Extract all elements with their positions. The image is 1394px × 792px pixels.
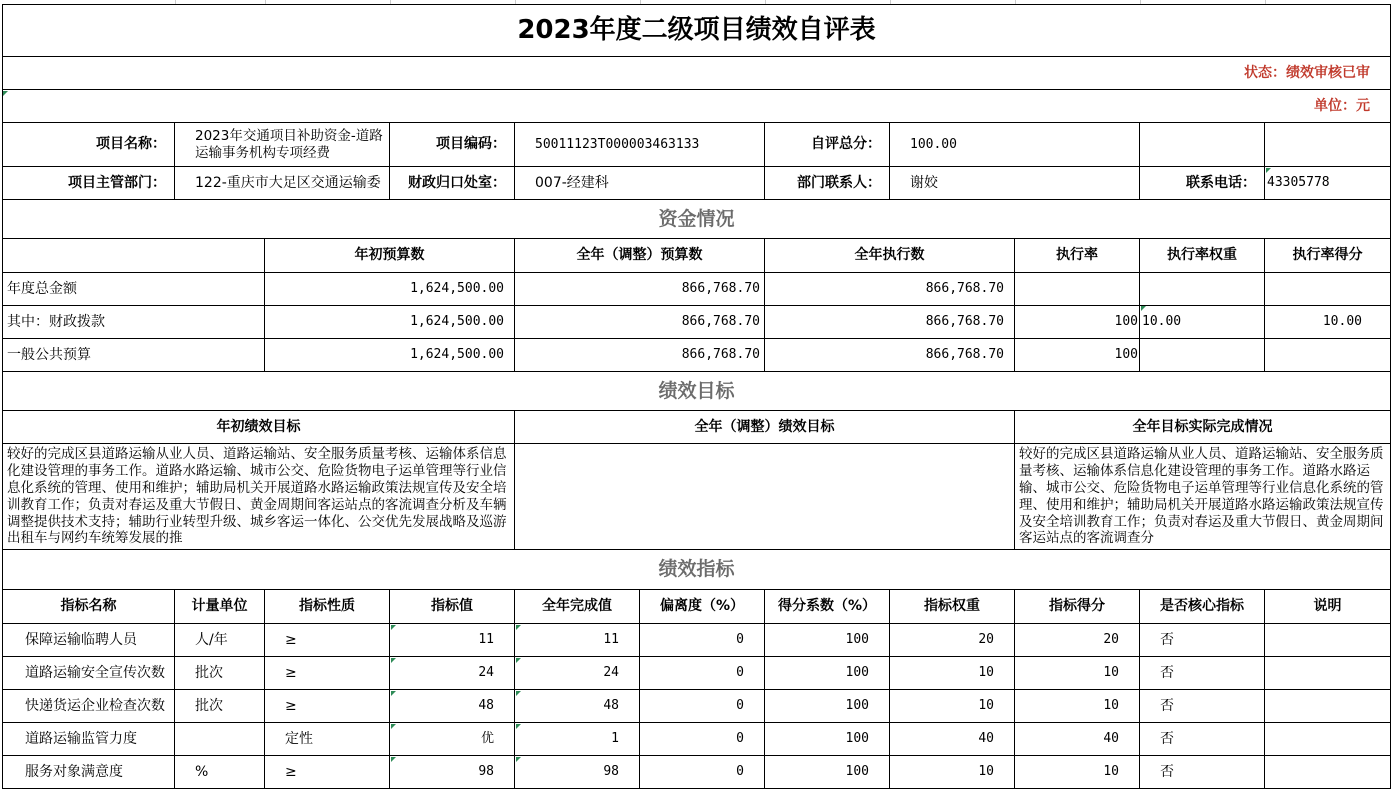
funds-row-score[interactable] <box>1265 339 1391 372</box>
goals-header-initial: 年初绩效目标 <box>2 411 515 444</box>
indicator-score-cell[interactable]: 10 <box>1015 657 1140 690</box>
indicator-target-cell[interactable]: 优 <box>390 723 515 756</box>
finance-label: 财政归口处室： <box>390 167 515 200</box>
indicator-weight-cell[interactable]: 10 <box>890 657 1015 690</box>
indicator-weight-cell[interactable]: 20 <box>890 624 1015 657</box>
ind-header-coef: 得分系数（%） <box>765 590 890 624</box>
funds-row-initial[interactable]: 1,624,500.00 <box>265 339 515 372</box>
funds-row-name[interactable]: 一般公共预算 <box>2 339 265 372</box>
indicator-unit-cell[interactable]: 批次 <box>175 657 265 690</box>
cell-comment-marker <box>391 691 396 696</box>
indicator-core-cell[interactable]: 否 <box>1140 657 1265 690</box>
funds-row-initial[interactable]: 1,624,500.00 <box>265 306 515 339</box>
empty-cell[interactable] <box>1265 123 1391 167</box>
goals-actual-text[interactable]: 较好的完成区县道路运输从业人员、道路运输站、安全服务质量考核、运输体系信息化建设管理的事务工作。道路水路运输、城市公交、危险货物电子运单管理等行业信息化系统的管理、使用和维护；辅助局机关开展道路水路运输政策法规宣传及安全培训教育工作；负责对春运及重大节假日、黄金周期间客运站点的客流调查分 <box>1015 444 1391 550</box>
indicator-nature-cell[interactable]: 定性 <box>265 723 390 756</box>
indicator-coef-cell[interactable]: 100 <box>765 723 890 756</box>
indicator-unit-cell[interactable]: 批次 <box>175 690 265 723</box>
indicator-nature-cell[interactable]: ≥ <box>265 657 390 690</box>
indicator-nature-cell[interactable]: ≥ <box>265 624 390 657</box>
cell-comment-marker <box>391 724 396 729</box>
funds-row-rate[interactable]: 100 <box>1015 339 1140 372</box>
funds-row-name[interactable]: 年度总金额 <box>2 273 265 306</box>
funds-header-executed: 全年执行数 <box>765 239 1015 273</box>
indicator-note-cell[interactable] <box>1265 723 1391 756</box>
indicator-weight-cell[interactable]: 10 <box>890 690 1015 723</box>
indicator-score-cell[interactable]: 10 <box>1015 690 1140 723</box>
cell-comment-marker <box>391 658 396 663</box>
indicators-section-title: 绩效指标 <box>2 550 1391 590</box>
funds-row-executed[interactable]: 866,768.70 <box>765 306 1015 339</box>
ind-header-deviation: 偏离度（%） <box>640 590 765 624</box>
indicator-weight-cell[interactable]: 10 <box>890 756 1015 789</box>
indicator-note-cell[interactable] <box>1265 756 1391 789</box>
goals-header-actual: 全年目标实际完成情况 <box>1015 411 1391 444</box>
ind-header-weight: 指标权重 <box>890 590 1015 624</box>
goals-adjusted-text[interactable] <box>515 444 1015 550</box>
indicator-name-cell[interactable]: 快递货运企业检查次数 <box>2 690 175 723</box>
indicator-coef-cell[interactable]: 100 <box>765 756 890 789</box>
self-score-value[interactable]: 100.00 <box>890 123 1140 167</box>
empty-cell[interactable] <box>1140 123 1265 167</box>
goals-initial-text[interactable]: 较好的完成区县道路运输从业人员、道路运输站、安全服务质量考核、运输体系信息化建设管理的事务工作。道路水路运输、城市公交、危险货物电子运单管理等行业信息化系统的管理、使用和维护；辅助局机关开展道路水路运输政策法规宣传及安全培训教育工作；负责对春运及重大节假日、黄金周期间客运站点的客流调查分析及车辆调整提供技术支持；辅助行业转型升级、城乡客运一体化、公交优先发展战略及巡游出租车与网约车统筹发展的推 <box>2 444 515 550</box>
indicator-target-cell[interactable]: 48 <box>390 690 515 723</box>
cell-comment-marker <box>3 91 8 96</box>
indicator-core-cell[interactable]: 否 <box>1140 756 1265 789</box>
indicator-note-cell[interactable] <box>1265 657 1391 690</box>
dept-label: 项目主管部门： <box>2 167 175 200</box>
funds-header-initial: 年初预算数 <box>265 239 515 273</box>
self-score-label: 自评总分： <box>765 123 890 167</box>
contact-value[interactable]: 谢姣 <box>890 167 1140 200</box>
project-name-label: 项目名称： <box>2 123 175 167</box>
cell-comment-marker <box>516 724 521 729</box>
indicator-unit-cell[interactable]: 人/年 <box>175 624 265 657</box>
indicator-core-cell[interactable]: 否 <box>1140 624 1265 657</box>
indicator-nature-cell[interactable]: ≥ <box>265 690 390 723</box>
ind-header-core: 是否核心指标 <box>1140 590 1265 624</box>
funds-row-rate[interactable] <box>1015 273 1140 306</box>
unit-text: 单位：元 <box>2 90 1391 123</box>
funds-row-score[interactable]: 10.00 <box>1265 306 1391 339</box>
funds-row-weight[interactable]: 10.00 <box>1140 306 1265 339</box>
funds-header-rate: 执行率 <box>1015 239 1140 273</box>
indicator-coef-cell[interactable]: 100 <box>765 624 890 657</box>
goals-header-adjusted: 全年（调整）绩效目标 <box>515 411 1015 444</box>
indicator-deviation-cell[interactable]: 0 <box>640 657 765 690</box>
cell-comment-marker <box>516 757 521 762</box>
cell-comment-marker <box>516 658 521 663</box>
indicator-unit-cell[interactable] <box>175 723 265 756</box>
cell-comment-marker <box>1266 168 1271 173</box>
ind-header-note: 说明 <box>1265 590 1391 624</box>
project-name-value[interactable]: 2023年交通项目补助资金-道路运输事务机构专项经费 <box>175 123 390 167</box>
indicator-name-cell[interactable]: 道路运输监管力度 <box>2 723 175 756</box>
cell-comment-marker <box>391 625 396 630</box>
indicator-actual-cell[interactable]: 1 <box>515 723 640 756</box>
indicator-actual-cell[interactable]: 24 <box>515 657 640 690</box>
indicator-weight-cell[interactable]: 40 <box>890 723 1015 756</box>
funds-row-executed[interactable]: 866,768.70 <box>765 339 1015 372</box>
funds-row-rate[interactable]: 100 <box>1015 306 1140 339</box>
ind-header-nature: 指标性质 <box>265 590 390 624</box>
contact-label: 部门联系人： <box>765 167 890 200</box>
funds-header-weight: 执行率权重 <box>1140 239 1265 273</box>
indicator-score-cell[interactable]: 40 <box>1015 723 1140 756</box>
funds-header-adjusted: 全年（调整）预算数 <box>515 239 765 273</box>
status-text: 状态：绩效审核已审 <box>2 57 1391 90</box>
ind-header-score: 指标得分 <box>1015 590 1140 624</box>
ind-header-name: 指标名称 <box>2 590 175 624</box>
phone-label: 联系电话： <box>1140 167 1265 200</box>
ind-header-actual: 全年完成值 <box>515 590 640 624</box>
indicator-name-cell[interactable]: 道路运输安全宣传次数 <box>2 657 175 690</box>
ind-header-unit: 计量单位 <box>175 590 265 624</box>
indicator-core-cell[interactable]: 否 <box>1140 723 1265 756</box>
project-code-value[interactable]: 50011123T000003463133 <box>515 123 765 167</box>
empty-header-cell <box>2 239 265 273</box>
indicator-actual-cell[interactable]: 48 <box>515 690 640 723</box>
funds-row-name[interactable]: 其中：财政拨款 <box>2 306 265 339</box>
page-title: 2023年度二级项目绩效自评表 <box>2 4 1391 57</box>
cell-comment-marker <box>516 691 521 696</box>
indicator-coef-cell[interactable]: 100 <box>765 657 890 690</box>
funds-row-weight[interactable] <box>1140 339 1265 372</box>
project-code-label: 项目编码： <box>390 123 515 167</box>
indicator-actual-cell[interactable]: 98 <box>515 756 640 789</box>
indicator-unit-cell[interactable]: % <box>175 756 265 789</box>
dept-value[interactable]: 122-重庆市大足区交通运输委 <box>175 167 390 200</box>
finance-value[interactable]: 007-经建科 <box>515 167 765 200</box>
funds-row-adjusted[interactable]: 866,768.70 <box>515 273 765 306</box>
indicator-core-cell[interactable]: 否 <box>1140 690 1265 723</box>
indicator-actual-cell[interactable]: 11 <box>515 624 640 657</box>
funds-header-score: 执行率得分 <box>1265 239 1391 273</box>
indicator-deviation-cell[interactable]: 0 <box>640 723 765 756</box>
indicator-name-cell[interactable]: 保障运输临聘人员 <box>2 624 175 657</box>
indicator-target-cell[interactable]: 24 <box>390 657 515 690</box>
funds-row-adjusted[interactable]: 866,768.70 <box>515 306 765 339</box>
indicator-coef-cell[interactable]: 100 <box>765 690 890 723</box>
funds-row-score[interactable] <box>1265 273 1391 306</box>
funds-row-executed[interactable]: 866,768.70 <box>765 273 1015 306</box>
indicator-score-cell[interactable]: 10 <box>1015 756 1140 789</box>
cell-comment-marker <box>391 757 396 762</box>
indicator-deviation-cell[interactable]: 0 <box>640 690 765 723</box>
indicator-target-cell[interactable]: 98 <box>390 756 515 789</box>
indicator-deviation-cell[interactable]: 0 <box>640 756 765 789</box>
funds-row-weight[interactable] <box>1140 273 1265 306</box>
phone-value[interactable]: 43305778 <box>1265 167 1391 200</box>
ind-header-target: 指标值 <box>390 590 515 624</box>
indicator-name-cell[interactable]: 服务对象满意度 <box>2 756 175 789</box>
indicator-note-cell[interactable] <box>1265 690 1391 723</box>
indicator-score-cell[interactable]: 20 <box>1015 624 1140 657</box>
indicator-target-cell[interactable]: 11 <box>390 624 515 657</box>
goals-section-title: 绩效目标 <box>2 372 1391 411</box>
funds-row-adjusted[interactable]: 866,768.70 <box>515 339 765 372</box>
funds-row-initial[interactable]: 1,624,500.00 <box>265 273 515 306</box>
indicator-note-cell[interactable] <box>1265 624 1391 657</box>
funds-section-title: 资金情况 <box>2 200 1391 239</box>
indicator-deviation-cell[interactable]: 0 <box>640 624 765 657</box>
cell-comment-marker <box>516 625 521 630</box>
indicator-nature-cell[interactable]: ≥ <box>265 756 390 789</box>
